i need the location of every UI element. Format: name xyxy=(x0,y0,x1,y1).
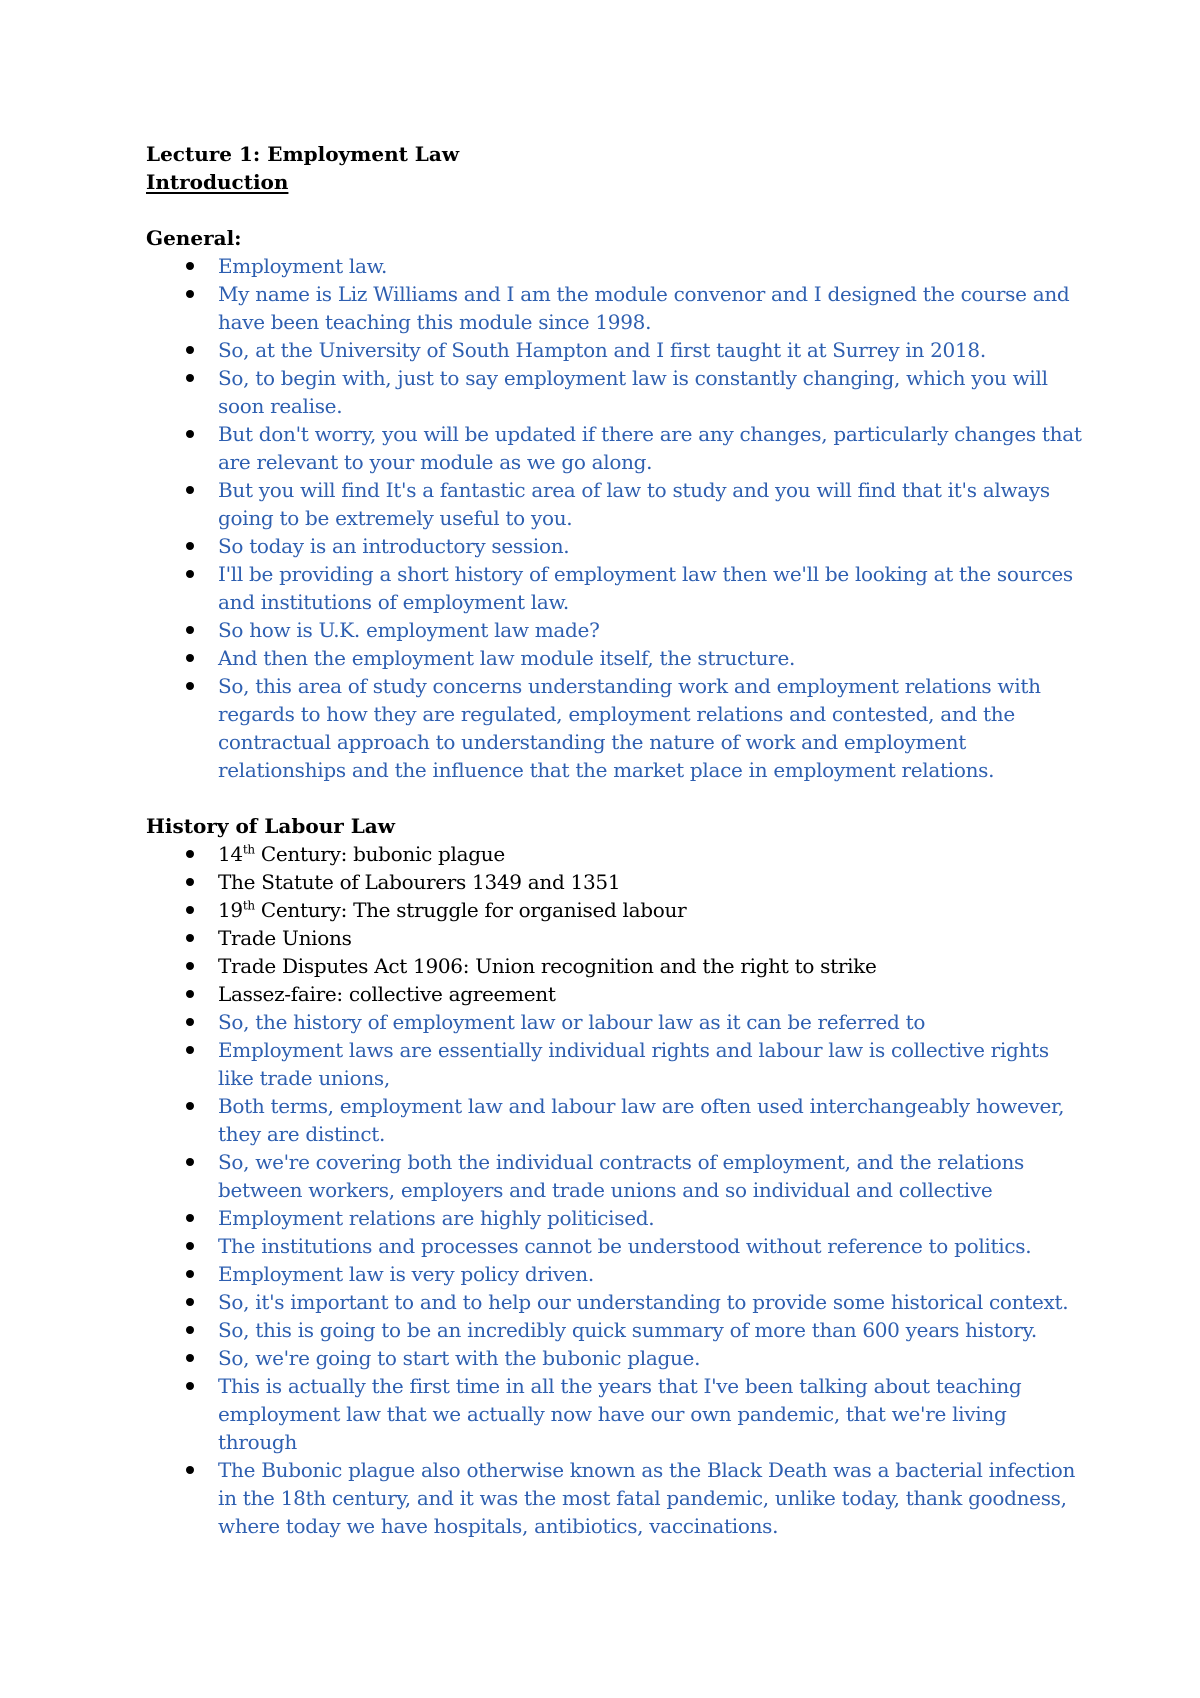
list-item xyxy=(146,644,1086,672)
list-item xyxy=(146,672,1086,784)
list-item-text: The institutions and processes cannot be understood without reference to politics. xyxy=(218,1234,1032,1258)
list-item xyxy=(146,1232,1086,1260)
list-item xyxy=(146,532,1086,560)
list-item xyxy=(146,560,1086,616)
list-item-text: Employment law is very policy driven. xyxy=(218,1262,594,1286)
list-item xyxy=(146,476,1086,532)
list-item-text: So, we're going to start with the bubonic plague. xyxy=(218,1346,701,1370)
spacer xyxy=(146,196,1086,224)
list-item-text: 19 xyxy=(218,898,243,922)
list-item-superscript: th xyxy=(242,842,255,857)
list-item xyxy=(146,1456,1086,1540)
list-item xyxy=(146,336,1086,364)
list-item-text-rest: Century: The struggle for organised labour xyxy=(254,898,687,922)
list-item-text: So how is U.K. employment law made? xyxy=(218,618,600,642)
list-item xyxy=(146,1008,1086,1036)
list-item-text: But don't worry, you will be updated if there are any changes, particularly changes that are relevant to your module as we go along. xyxy=(218,422,1082,474)
list-item-text: So, this is going to be an incredibly quick summary of more than 600 years history. xyxy=(218,1318,1037,1342)
list-item-text: 14 xyxy=(218,842,243,866)
list-item-text: Employment relations are highly politicised. xyxy=(218,1206,655,1230)
list-item-text-rest: Century: bubonic plague xyxy=(254,842,505,866)
list-item xyxy=(146,924,1086,952)
list-item-text: Trade Unions xyxy=(218,926,352,950)
list-item xyxy=(146,1204,1086,1232)
bullet-list xyxy=(146,252,1086,784)
list-item xyxy=(146,364,1086,420)
document-page xyxy=(146,140,1086,1540)
list-item xyxy=(146,1288,1086,1316)
list-item xyxy=(146,1372,1086,1456)
document-subtitle: Introduction xyxy=(146,170,289,194)
list-item-text: And then the employment law module itself, the structure. xyxy=(218,646,796,670)
list-item xyxy=(146,1316,1086,1344)
list-item-text: So, the history of employment law or labour law as it can be referred to xyxy=(218,1010,926,1034)
list-item xyxy=(146,1036,1086,1092)
list-item xyxy=(146,252,1086,280)
section-heading: General: xyxy=(146,226,242,250)
list-item xyxy=(146,952,1086,980)
list-item xyxy=(146,896,1086,924)
list-item xyxy=(146,616,1086,644)
spacer xyxy=(146,784,1086,812)
list-item-text: I'll be providing a short history of employment law then we'll be looking at the sources and institutions of employment law. xyxy=(218,562,1073,614)
list-item-superscript: th xyxy=(242,898,255,913)
list-item-text: So, to begin with, just to say employment law is constantly changing, which you will soon realise. xyxy=(218,366,1048,418)
bullet-list xyxy=(146,840,1086,1540)
list-item-text: So today is an introductory session. xyxy=(218,534,570,558)
list-item-text: Trade Disputes Act 1906: Union recognition and the right to strike xyxy=(218,954,877,978)
list-item xyxy=(146,1148,1086,1204)
list-item xyxy=(146,868,1086,896)
list-item-text: So, this area of study concerns understanding work and employment relations with regards to how they are regulated, employment relations and contested, and the contractual approach to understanding the nature of work and employment relationships and the influence that the market place in employment relations. xyxy=(218,674,1041,782)
list-item-text: So, we're covering both the individual contracts of employment, and the relations between workers, employers and trade unions and so individual and collective xyxy=(218,1150,1024,1202)
list-item-text: Both terms, employment law and labour law are often used interchangeably however, they are distinct. xyxy=(218,1094,1065,1146)
list-item xyxy=(146,280,1086,336)
section-history xyxy=(146,812,1086,1540)
list-item-text: This is actually the first time in all the years that I've been talking about teaching employment law that we actually now have our own pandemic, that we're living through xyxy=(218,1374,1022,1454)
section-general xyxy=(146,224,1086,784)
list-item-text: My name is Liz Williams and I am the module convenor and I designed the course and have been teaching this module since 1998. xyxy=(218,282,1070,334)
document-title: Lecture 1: Employment Law xyxy=(146,142,460,166)
list-item xyxy=(146,1260,1086,1288)
list-item-text: But you will find It's a fantastic area of law to study and you will find that it's always going to be extremely useful to you. xyxy=(218,478,1050,530)
list-item-text: The Statute of Labourers 1349 and 1351 xyxy=(218,870,621,894)
list-item-text: Lassez-faire: collective agreement xyxy=(218,982,556,1006)
list-item xyxy=(146,1092,1086,1148)
list-item-text: So, at the University of South Hampton and I first taught it at Surrey in 2018. xyxy=(218,338,986,362)
list-item-text: The Bubonic plague also otherwise known as the Black Death was a bacterial infection in the 18th century, and it was the most fatal pandemic, unlike today, thank goodness, where today we have hospitals, antibiotics, vaccinations. xyxy=(218,1458,1076,1538)
list-item-text: Employment laws are essentially individual rights and labour law is collective rights like trade unions, xyxy=(218,1038,1049,1090)
list-item xyxy=(146,980,1086,1008)
list-item xyxy=(146,840,1086,868)
section-heading: History of Labour Law xyxy=(146,814,395,838)
list-item-text: So, it's important to and to help our understanding to provide some historical context. xyxy=(218,1290,1069,1314)
list-item-text: Employment law. xyxy=(218,254,388,278)
list-item xyxy=(146,1344,1086,1372)
list-item xyxy=(146,420,1086,476)
